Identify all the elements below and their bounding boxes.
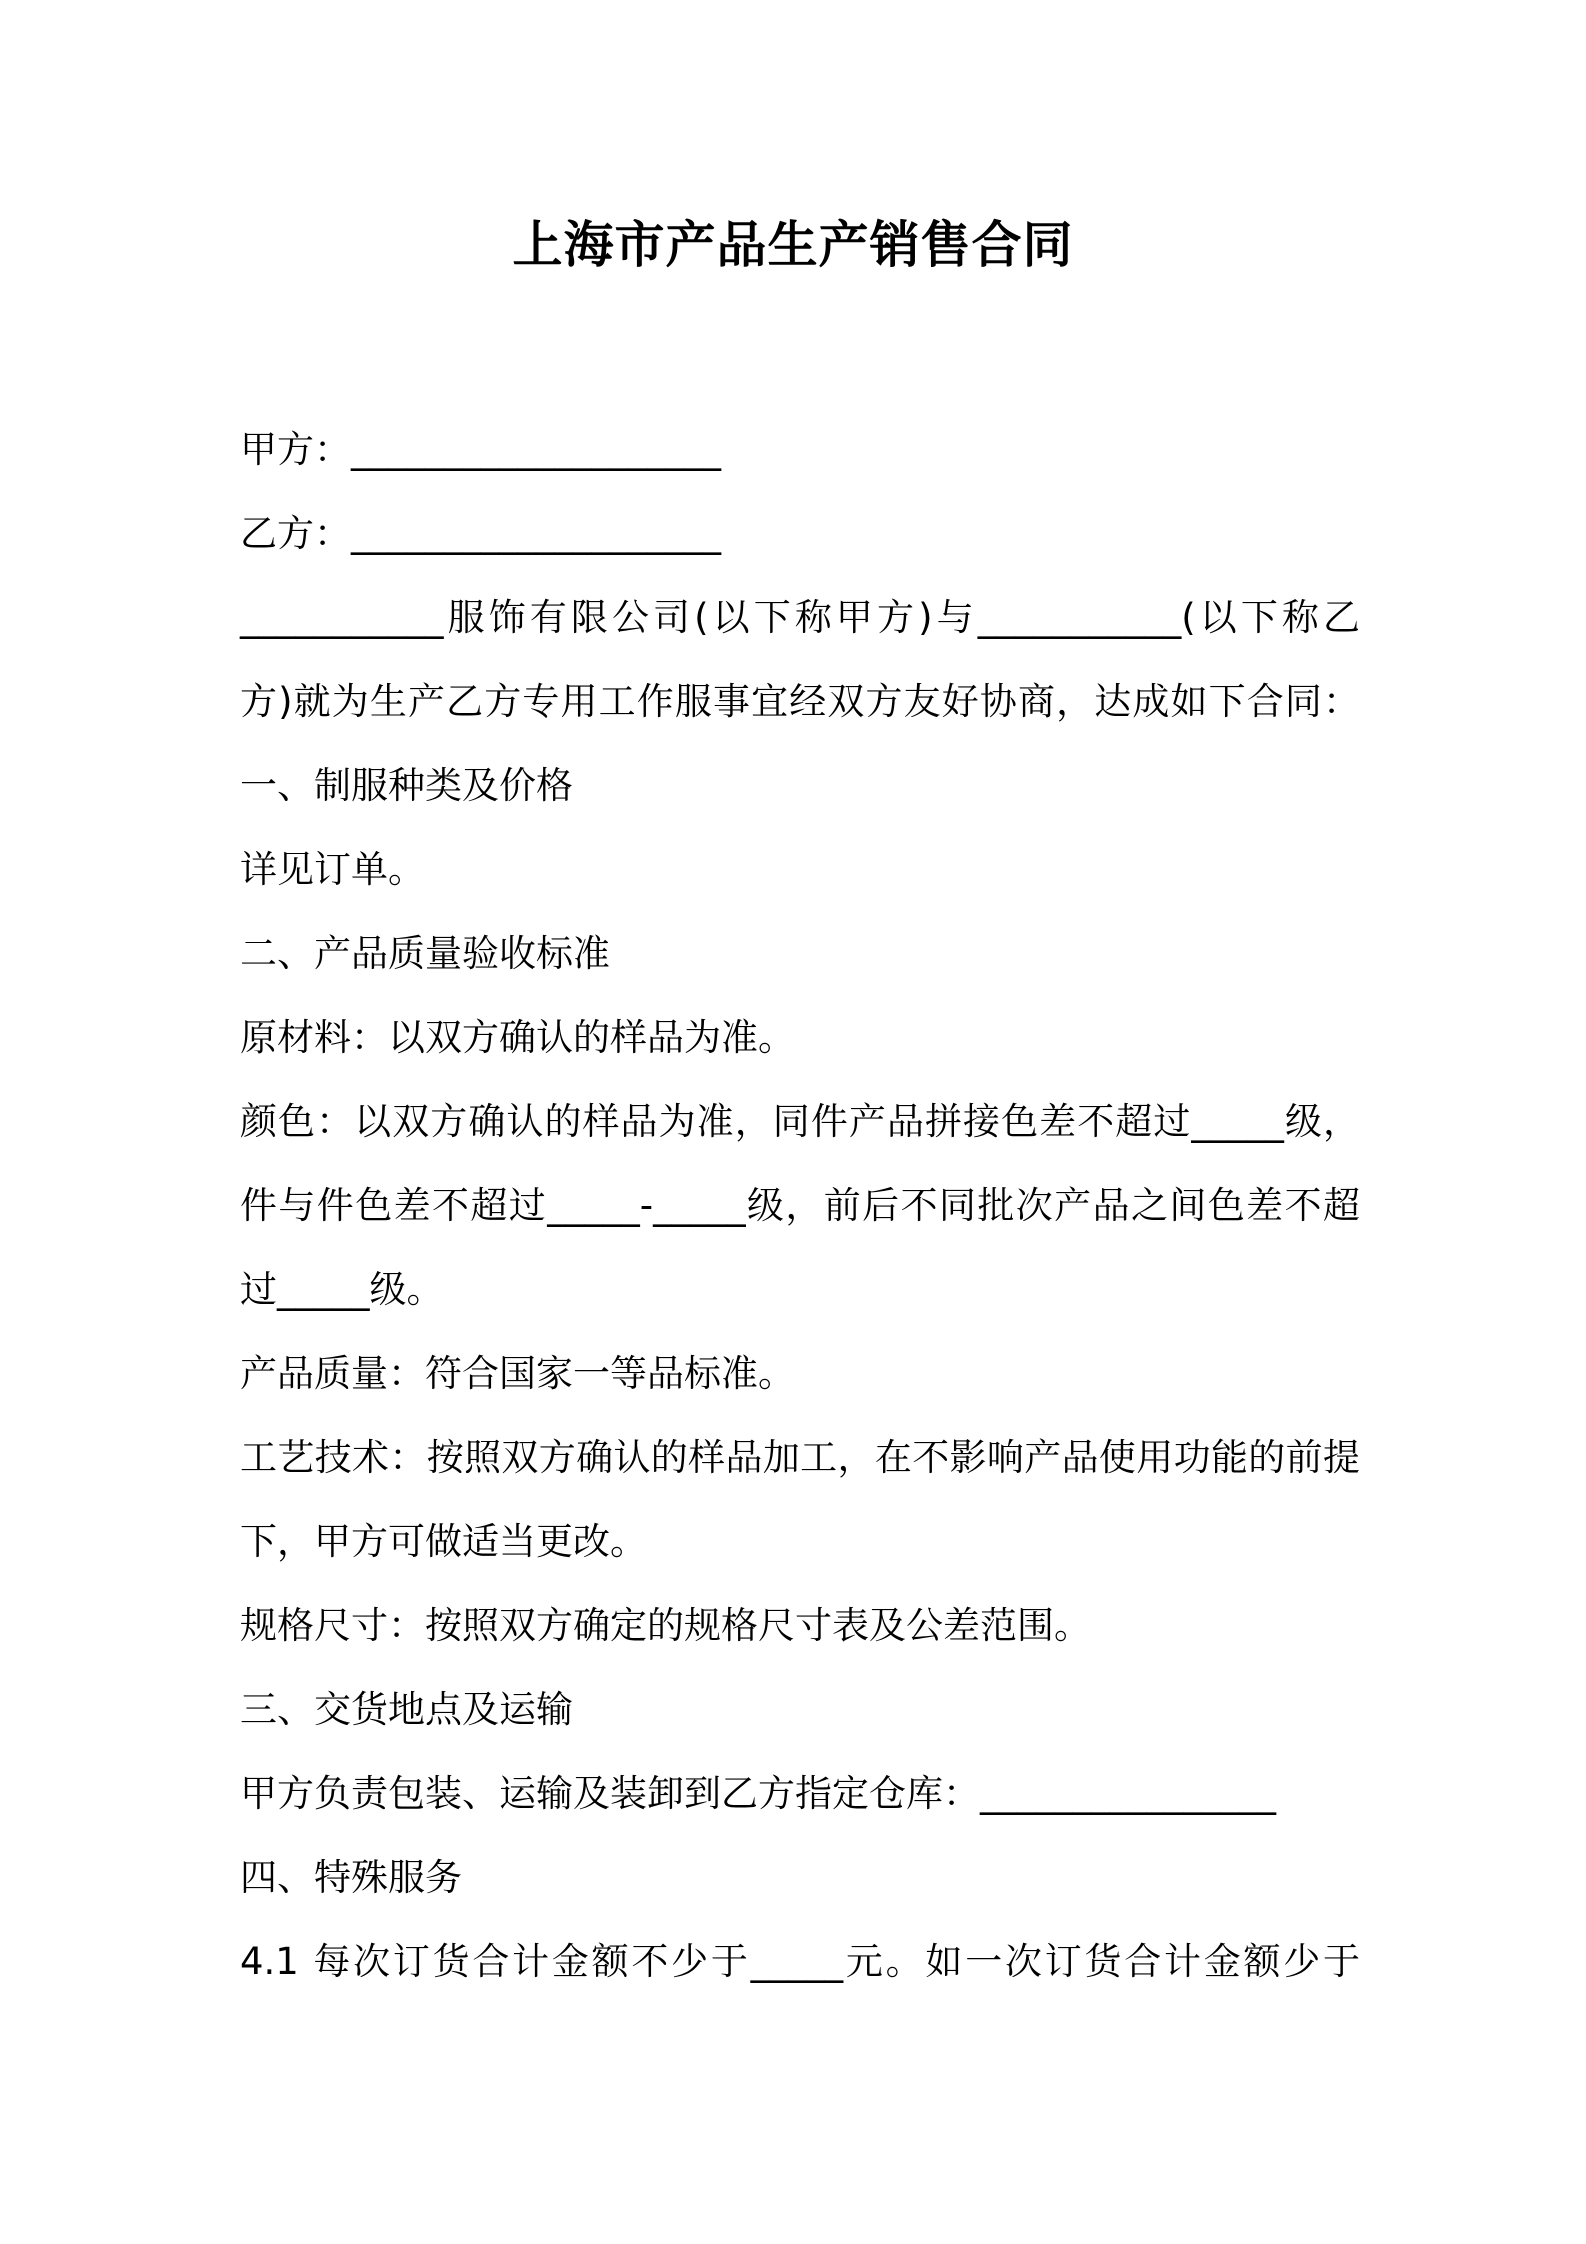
preamble-line-1: ___________服饰有限公司(以下称甲方)与___________(以下称乙 — [240, 596, 1360, 639]
color-line-2: 件与件色差不超过_____-_____级，前后不同批次产品之间色差不超 — [240, 1184, 1360, 1227]
document-title: 上海市产品生产销售合同 — [512, 216, 1074, 274]
section-3-heading: 三、交货地点及运输 — [240, 1688, 573, 1731]
raw-material-line: 原材料：以双方确认的样品为准。 — [240, 1016, 795, 1059]
preamble-line-2: 方)就为生产乙方专用工作服事宜经双方友好协商，达成如下合同： — [240, 680, 1360, 723]
section-4-heading: 四、特殊服务 — [240, 1856, 462, 1899]
section-2-heading: 二、产品质量验收标准 — [240, 932, 610, 975]
document-body — [240, 408, 1360, 2004]
party-b-line: 乙方：____________________ — [240, 512, 721, 555]
clause-4-1-line: 4.1 每次订货合计金额不少于_____元。如一次订货合计金额少于 — [240, 1940, 1360, 1983]
color-line-3: 过_____级。 — [240, 1268, 444, 1311]
craft-line-2: 下，甲方可做适当更改。 — [240, 1520, 647, 1563]
color-line-1: 颜色：以双方确认的样品为准，同件产品拼接色差不超过_____级， — [240, 1100, 1360, 1143]
delivery-line: 甲方负责包装、运输及装卸到乙方指定仓库：________________ — [240, 1772, 1276, 1815]
section-1-text: 详见订单。 — [240, 848, 425, 891]
party-a-line: 甲方：____________________ — [240, 428, 721, 471]
quality-line: 产品质量：符合国家一等品标准。 — [240, 1352, 795, 1395]
size-line: 规格尺寸：按照双方确定的规格尺寸表及公差范围。 — [240, 1604, 1091, 1647]
craft-line-1: 工艺技术：按照双方确认的样品加工，在不影响产品使用功能的前提 — [240, 1436, 1360, 1479]
section-1-heading: 一、制服种类及价格 — [240, 764, 573, 807]
